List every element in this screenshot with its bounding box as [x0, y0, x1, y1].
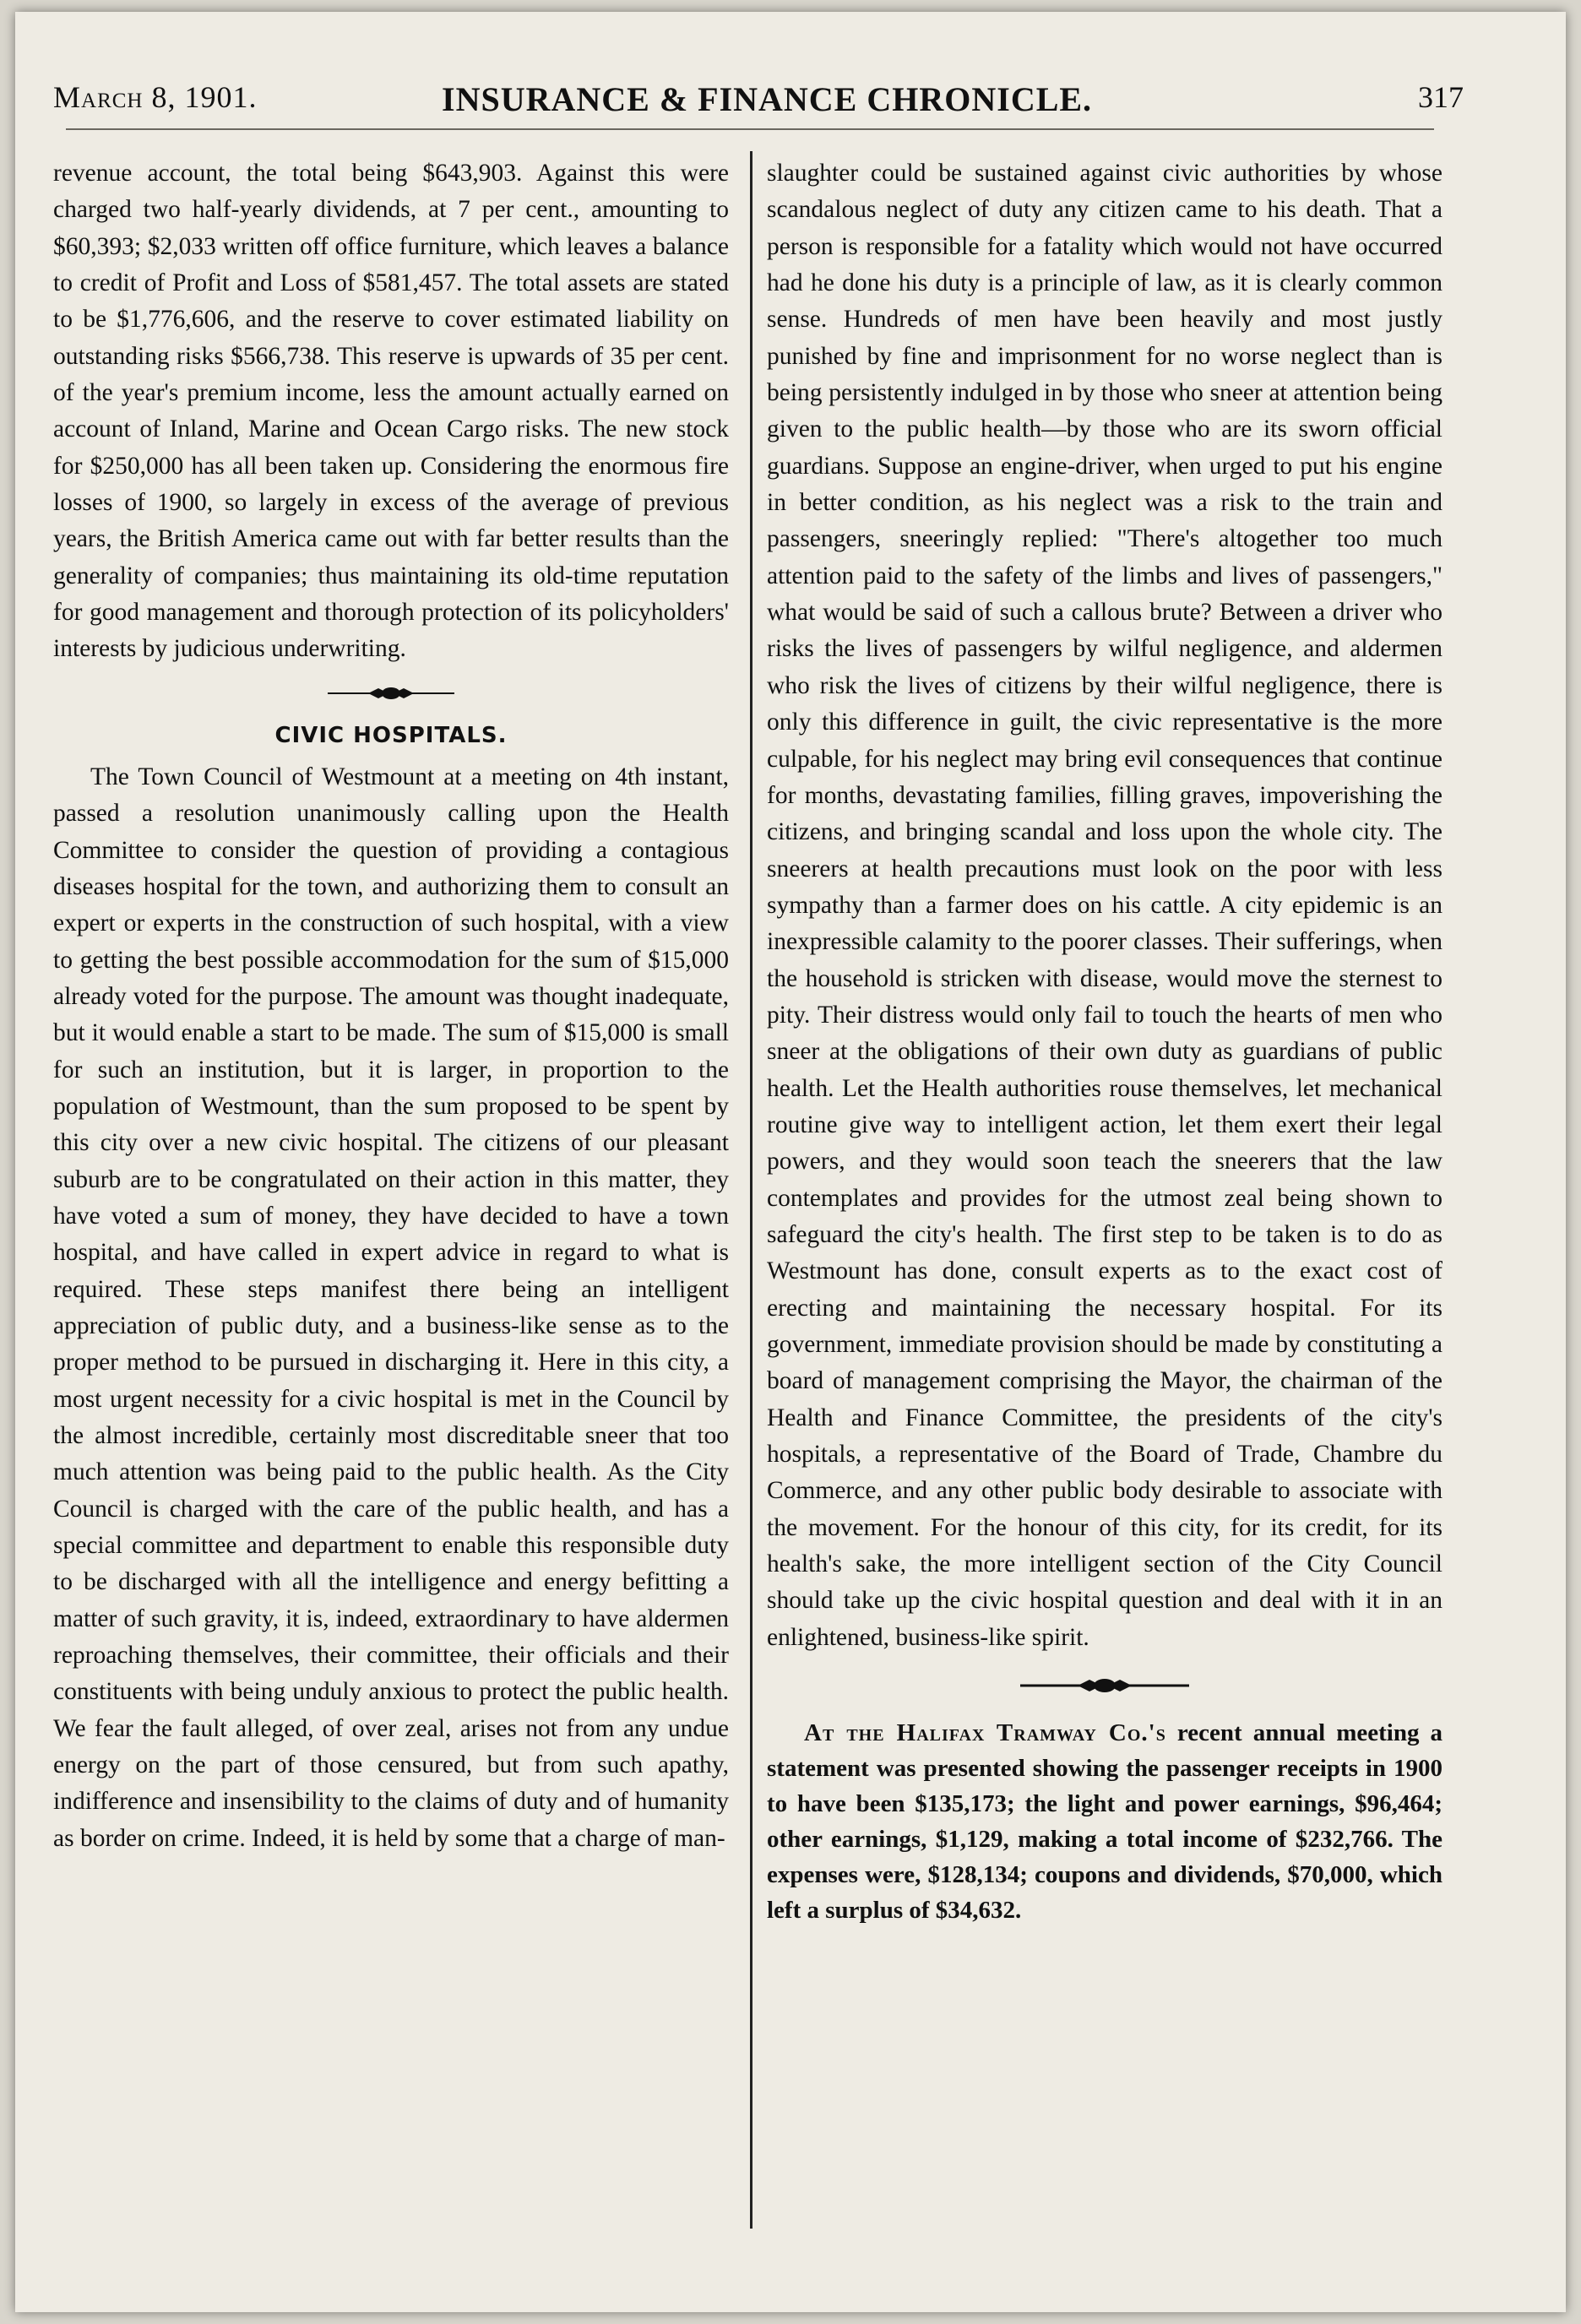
section-ornament-2 — [767, 1656, 1442, 1715]
column-divider — [750, 151, 752, 2229]
ornament-rule-icon — [1020, 1677, 1189, 1694]
continued-article-text: revenue account, the total being $643,903. Against this were charged two half-yearly dividends, at 7 per cent., amounting to $60,393; $2,033 written off office furniture, which leaves a balance to credit of Profit and Loss of $581,457. The total assets are stated to be $1,776,606, and the reserve to cover estimated liability on outstanding risks $566,738. This reserve is upwards of 35 per cent. of the year's premium income, less the amount actually earned on account of Inland, Marine and Ocean Cargo risks. The new stock for $250,000 has all been taken up. Considering the enormous fire losses of 1900, so largely in excess of the average of previous years, the British America came out with far better results than the generality of companies; thus maintaining its old-time reputation for good management and thorough protection of its policyholders' interests by judicious underwriting. — [53, 160, 729, 663]
section-ornament — [53, 668, 729, 719]
halifax-body: recent annual meeting a statement was presented showing the passenger receipts in 1900 to have been $135,173; the light and power earnings, $96,464; other earnings, $1,129, making a total income of $232,766. The expenses were, $128,134; coupons and dividends, $70,000, which left a surplus of $34,632. — [767, 1719, 1443, 1925]
halifax-tramway-paragraph — [767, 1715, 1442, 1928]
newspaper-page — [15, 12, 1566, 2312]
page-number: 317 — [1418, 80, 1464, 114]
ornament-rule-icon — [328, 685, 454, 702]
civic-hospitals-continuation: slaughter could be sustained against civic authorities by whose scandalous neglect of duty any citizen came to his death. That a person is responsible for a fatality which would not have occurred had he done his duty is a principle of law, as it is clearly common sense. Hundreds of men have been heavily and most justly punished by fine and imprisonment for no worse neglect than is being persistently indulged in by those who sneer at attention being given to the public health—by those who are its sworn official guardians. Suppose an engine-driver, when urged to put his engine in better condition, as his neglect was a risk to the train and passengers, sneeringly replied: "There's altogether too much attention paid to the safety of the limbs and lives of passengers," what would be said of such a callous brute? Between a driver who risks the lives of passengers by wilful negligence, and aldermen who risk the lives of citizens by their wilful negligence, there is only this difference in guilt, the civic representative is the more culpable, for his neglect may bring evil consequences that continue for months, devastating families, filling graves, impoverishing the citizens, and bringing scandal and loss upon the whole city. The sneerers at health precautions must look on the poor with less sympathy than a farmer does on his cattle. A city epidemic is an inexpressible calamity to the poorer classes. Their sufferings, when the household is stricken with disease, would move the sternest to pity. Their distress would only fail to touch the hearts of men who sneer at the obligations of their own duty as guardians of public health. Let the Health authorities rouse themselves, let mechanical routine give way to intelligent action, let them exert their legal powers, and they would soon teach the sneerers that the law contemplates and provides for the utmost zeal being shown to safeguard the city's health. The first step to be taken is to do as Westmount has done, consult experts as to the exact cost of erecting and maintaining the necessary hospital. For its government, immediate provision should be made by constituting a board of management comprising the Mayor, the chairman of the Health and Finance Committee, the presidents of the city's hospitals, a representative of the Board of Trade, Chambre du Commerce, and any other public body desirable to associate with the movement. For the honour of this city, for its credit, for its health's sake, the more intelligent section of the City Council should take up the civic hospital question and deal with it in an enlightened, business-like spirit. — [767, 160, 1442, 1651]
right-column — [767, 155, 1442, 1928]
publication-title: INSURANCE & FINANCE CHRONICLE. — [442, 80, 1093, 118]
header-rule — [66, 128, 1434, 130]
left-column — [53, 155, 729, 1857]
section-heading: CIVIC HOSPITALS. — [274, 722, 508, 748]
halifax-lead-in: At the Halifax Tramway Co.'s — [804, 1719, 1166, 1747]
civic-hospitals-article: The Town Council of Westmount at a meeting on 4th instant, passed a resolution unanimously calling upon the Health Committee to consider the question of providing a contagious diseases hospital for the town, and authorizing them to consult an expert or experts in the construction of such hospital, with a view to getting the best possible accommodation for the sum of $15,000 already voted for the purpose. The amount was thought inadequate, but it would enable a start to be made. The sum of $15,000 is small for such an institution, but it is larger, in proportion to the population of Westmount, than the sum proposed to be spent by this city over a new civic hospital. The citizens of our pleasant suburb are to be congratulated on their action in this matter, they have voted a sum of money, they have decided to have a town hospital, and have called in expert advice in regard to what is required. These steps manifest there being an intelligent appreciation of public duty, and a business-like sense as to the proper method to be pursued in discharging it. Here in this city, a most urgent necessity for a civic hospital is met in the Council by the almost incredible, certainly most discreditable sneer that too much attention was being paid to the public health. As the City Council is charged with the care of the public health, and has a special committee and department to enable this responsible duty to be discharged with all the intelligence and energy befitting a matter of such gravity, it is, indeed, extraordinary to have aldermen reproaching themselves, their committee, their officials and their constituents with being unduly anxious to protect the public health. We fear the fault alleged, of over zeal, arises not from any undue energy on the part of those censured, but from such apathy, indifference and insensibility to the claims of duty and of humanity as border on crime. Indeed, it is held by some that a charge of man- — [53, 763, 729, 1852]
running-head — [53, 79, 1464, 130]
issue-date: March 8, 1901. — [53, 80, 258, 114]
